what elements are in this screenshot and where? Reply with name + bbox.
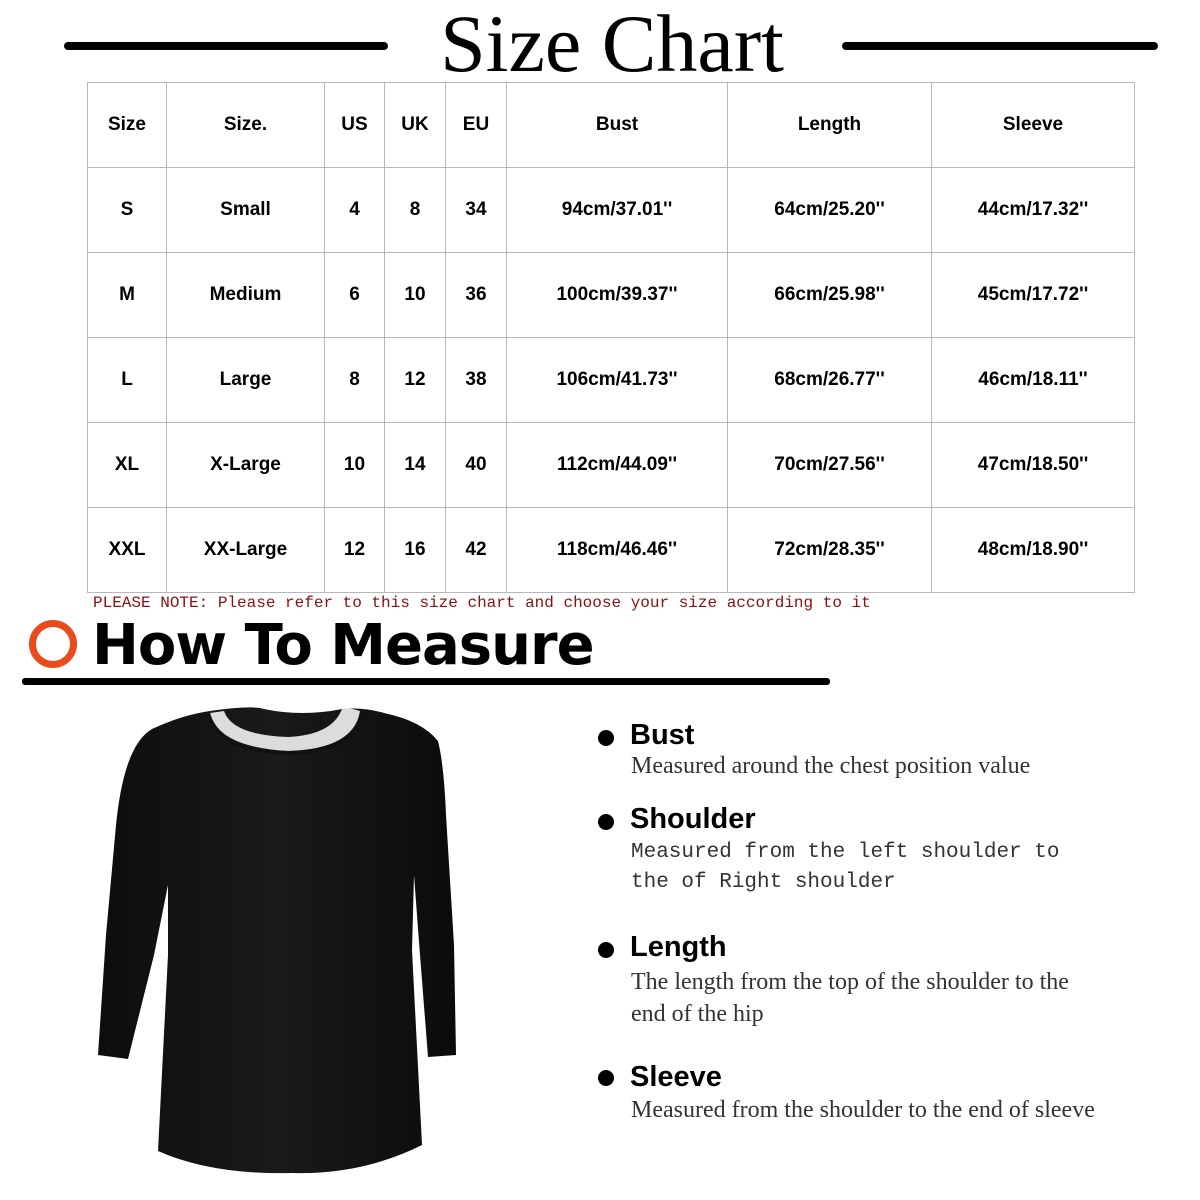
header-uk: UK bbox=[385, 83, 446, 168]
table-cell: 48cm/18.90'' bbox=[932, 508, 1135, 593]
measure-item-name: Sleeve bbox=[630, 1061, 722, 1093]
title-divider-right bbox=[842, 42, 1158, 50]
table-cell: Small bbox=[167, 168, 325, 253]
table-cell: 16 bbox=[385, 508, 446, 593]
table-cell: 12 bbox=[385, 338, 446, 423]
bullet-icon bbox=[598, 942, 614, 958]
table-cell: 10 bbox=[325, 423, 385, 508]
table-row bbox=[88, 253, 1135, 338]
table-cell: L bbox=[88, 338, 167, 423]
table-cell: XL bbox=[88, 423, 167, 508]
size-table bbox=[87, 82, 1135, 593]
table-cell: Medium bbox=[167, 253, 325, 338]
measure-divider bbox=[22, 678, 830, 685]
size-note: PLEASE NOTE: Please refer to this size chart and choose your size according to it bbox=[93, 594, 871, 612]
table-cell: 36 bbox=[446, 253, 507, 338]
header-bust: Bust bbox=[507, 83, 728, 168]
page-title: Size Chart bbox=[440, 0, 784, 89]
measure-item-desc: The length from the top of the shoulder to the end of the hip bbox=[631, 969, 1069, 1027]
table-cell: 64cm/25.20'' bbox=[728, 168, 932, 253]
header-length: Length bbox=[728, 83, 932, 168]
table-cell: 72cm/28.35'' bbox=[728, 508, 932, 593]
table-cell: XXL bbox=[88, 508, 167, 593]
table-cell: Large bbox=[167, 338, 325, 423]
table-cell: 12 bbox=[325, 508, 385, 593]
table-cell: M bbox=[88, 253, 167, 338]
table-cell: 14 bbox=[385, 423, 446, 508]
measure-item-name: Bust bbox=[630, 719, 695, 751]
table-cell: 6 bbox=[325, 253, 385, 338]
table-cell: 106cm/41.73'' bbox=[507, 338, 728, 423]
table-row bbox=[88, 168, 1135, 253]
table-header-row bbox=[88, 83, 1135, 168]
table-cell: 46cm/18.11'' bbox=[932, 338, 1135, 423]
table-cell: XX-Large bbox=[167, 508, 325, 593]
table-cell: 112cm/44.09'' bbox=[507, 423, 728, 508]
table-cell: 10 bbox=[385, 253, 446, 338]
table-cell: 38 bbox=[446, 338, 507, 423]
table-cell: 68cm/26.77'' bbox=[728, 338, 932, 423]
table-cell: 8 bbox=[385, 168, 446, 253]
header-sleeve: Sleeve bbox=[932, 83, 1135, 168]
header-us: US bbox=[325, 83, 385, 168]
measure-item-name: Length bbox=[630, 931, 727, 963]
table-cell: 100cm/39.37'' bbox=[507, 253, 728, 338]
measure-title: How To Measure bbox=[92, 613, 594, 678]
orange-ring-icon bbox=[29, 620, 77, 668]
measure-item-name: Shoulder bbox=[630, 803, 756, 835]
table-cell: 44cm/17.32'' bbox=[932, 168, 1135, 253]
bullet-icon bbox=[598, 730, 614, 746]
bullet-icon bbox=[598, 1070, 614, 1086]
product-image-black-top bbox=[92, 705, 492, 1185]
header-eu: EU bbox=[446, 83, 507, 168]
header-size-name: Size. bbox=[167, 83, 325, 168]
table-row bbox=[88, 423, 1135, 508]
header-size: Size bbox=[88, 83, 167, 168]
table-cell: 70cm/27.56'' bbox=[728, 423, 932, 508]
table-cell: 42 bbox=[446, 508, 507, 593]
table-cell: 4 bbox=[325, 168, 385, 253]
bullet-icon bbox=[598, 814, 614, 830]
title-row bbox=[0, 0, 1200, 89]
table-cell: 47cm/18.50'' bbox=[932, 423, 1135, 508]
shirt-body bbox=[98, 707, 456, 1173]
table-cell: 94cm/37.01'' bbox=[507, 168, 728, 253]
measure-item-desc: Measured around the chest position value bbox=[631, 753, 1031, 779]
table-cell: 40 bbox=[446, 423, 507, 508]
measure-item-desc: Measured from the left shoulder to the of Right shoulder bbox=[631, 841, 1060, 894]
table-cell: 45cm/17.72'' bbox=[932, 253, 1135, 338]
table-cell: 66cm/25.98'' bbox=[728, 253, 932, 338]
table-cell: S bbox=[88, 168, 167, 253]
table-cell: 34 bbox=[446, 168, 507, 253]
table-cell: 118cm/46.46'' bbox=[507, 508, 728, 593]
table-cell: X-Large bbox=[167, 423, 325, 508]
title-divider-left bbox=[64, 42, 388, 50]
measure-item-desc: Measured from the shoulder to the end of sleeve bbox=[631, 1097, 1095, 1123]
table-row bbox=[88, 508, 1135, 593]
table-row bbox=[88, 338, 1135, 423]
table-cell: 8 bbox=[325, 338, 385, 423]
